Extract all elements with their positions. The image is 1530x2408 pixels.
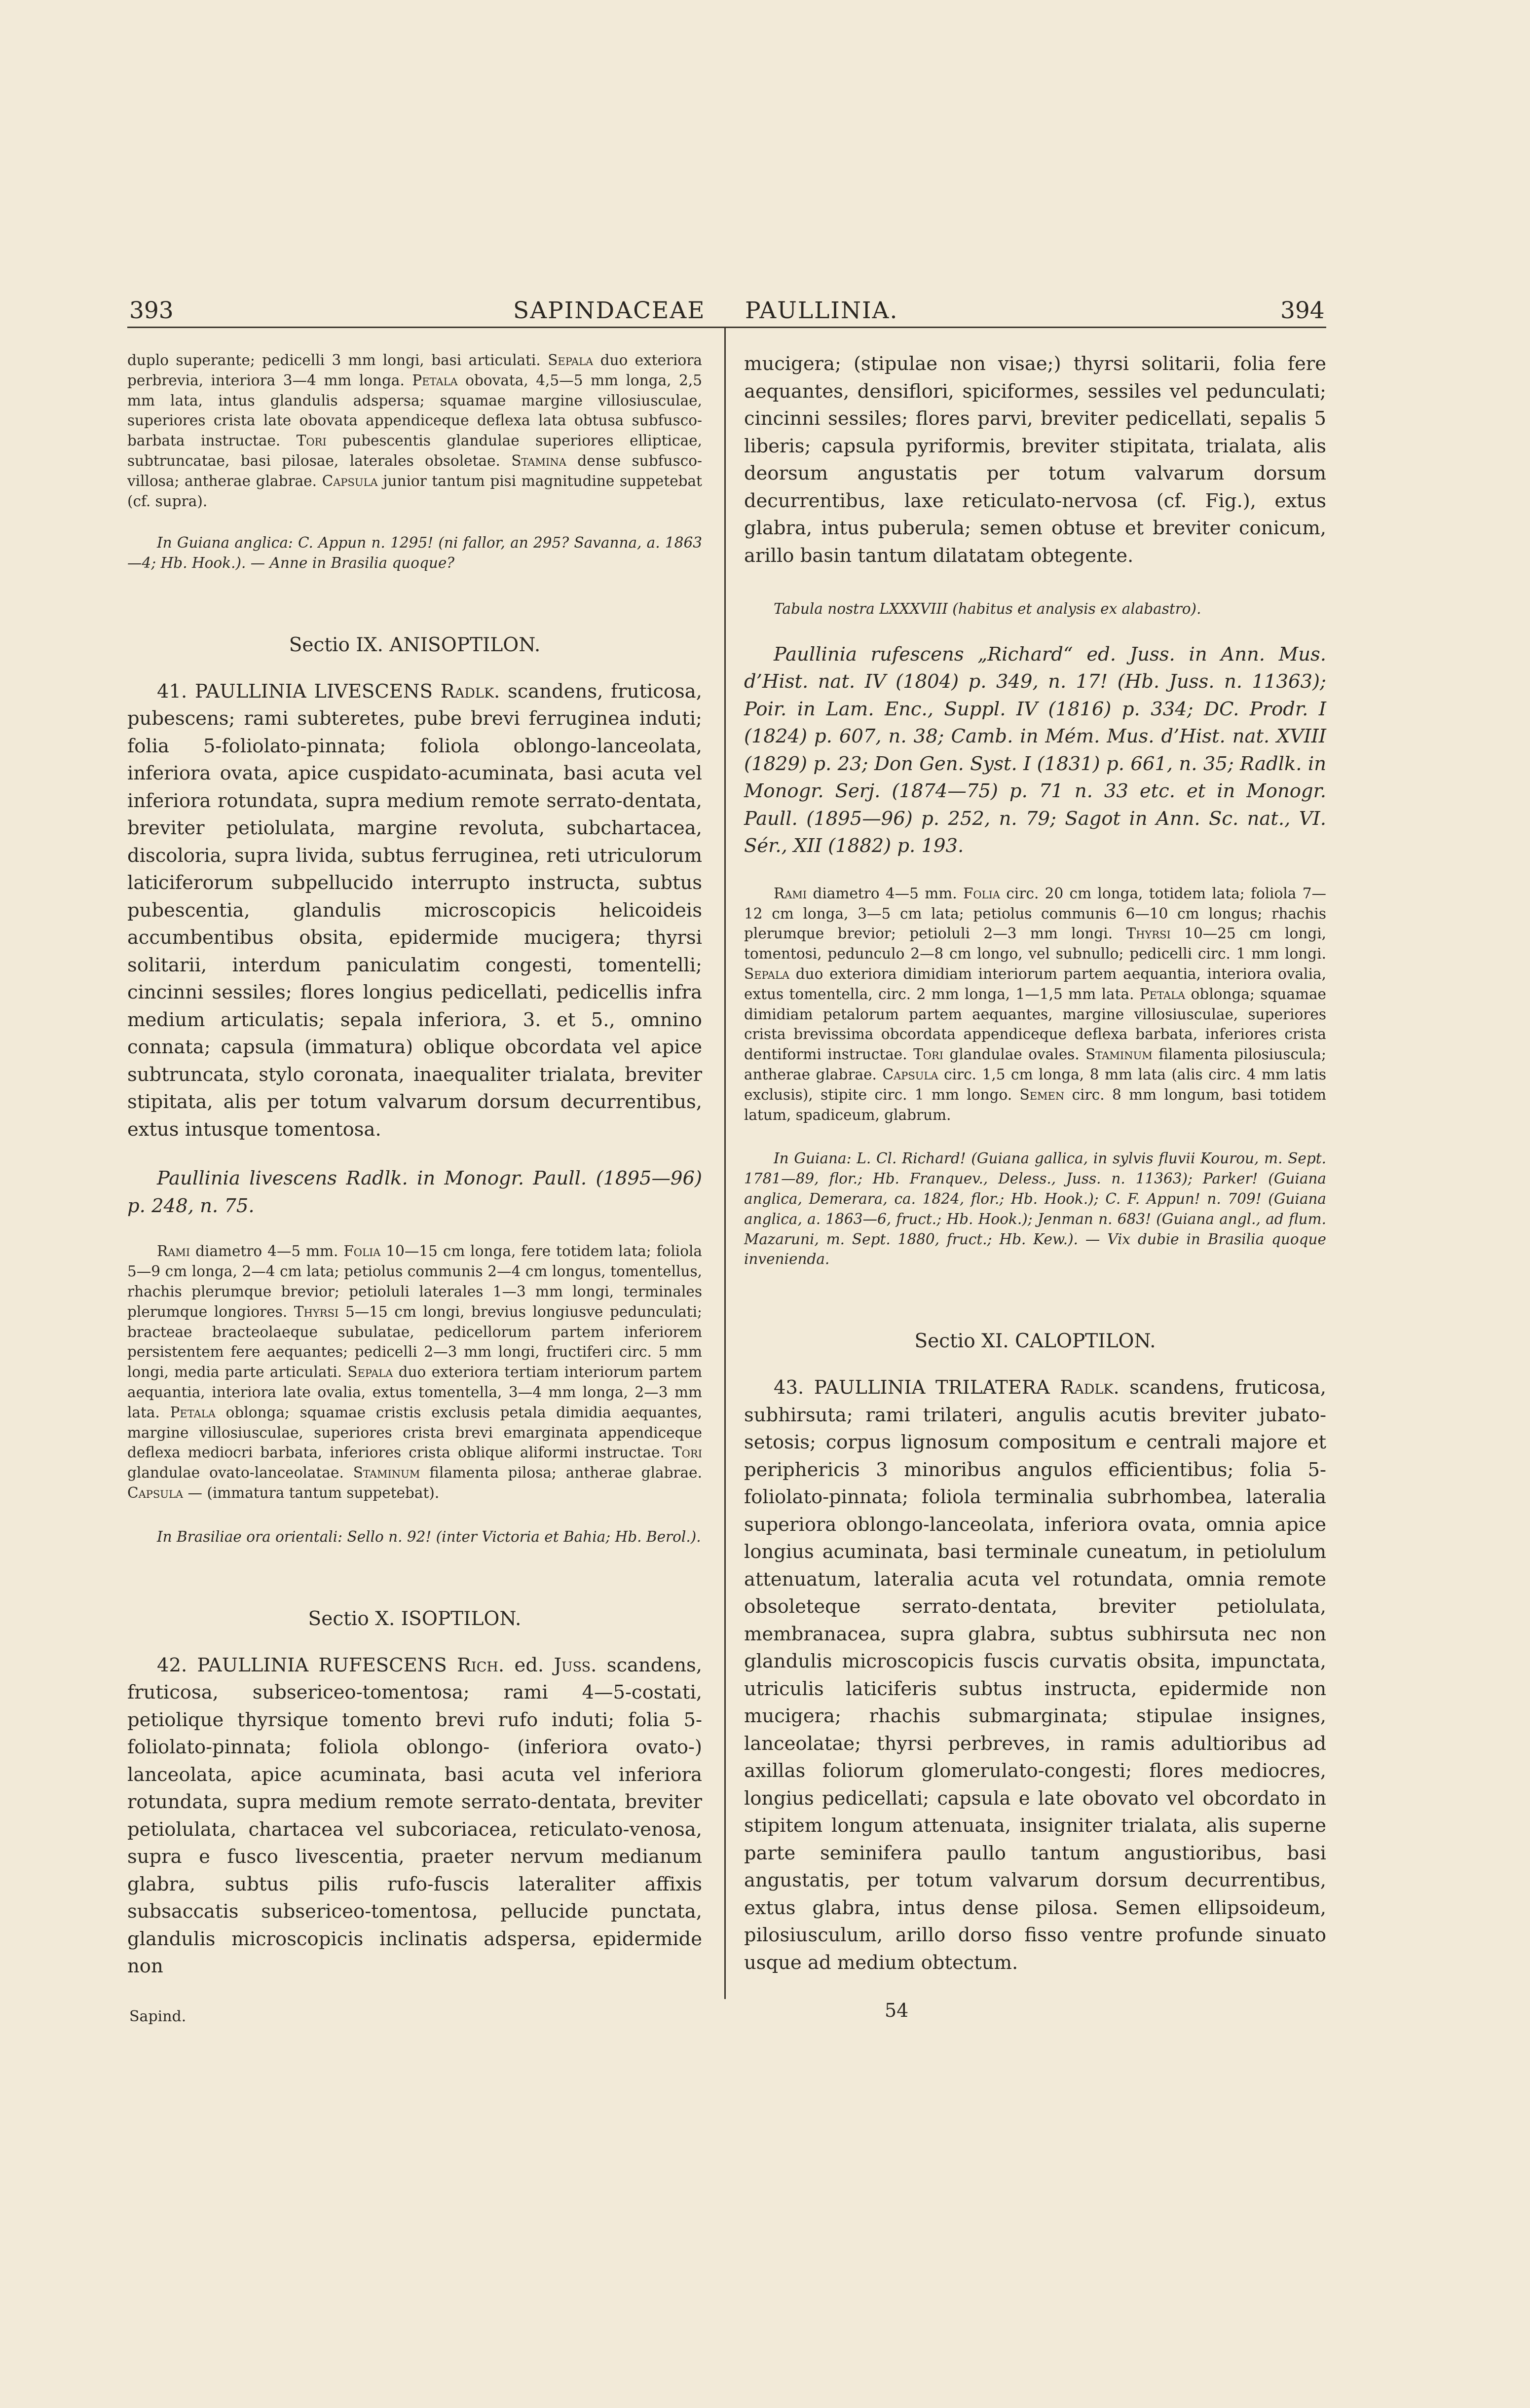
header-rule bbox=[127, 327, 1326, 328]
left-column bbox=[127, 350, 702, 1980]
species-42-synonymy: Paullinia rufescens „Richard“ ed. Juss. in Ann. Mus. d’Hist. nat. IV (1804) p. 349, n. 17! (Hb. Juss. n. 11363); Poir. in Lam. Enc., Suppl. IV (1816) p. 334; DC. Prodr. I (1824) p. 607, n. 38; Camb. in Mém. Mus. d’Hist. nat. XVIII (1829) p. 23; Don Gen. Syst. I (1831) p. 661, n. 35; Radlk. in Monogr. Serj. (1874—75) p. 71 n. 33 etc. et in Monogr. Paull. (1895—96) p. 252, n. 79; Sagot in Ann. Sc. nat., VI. Sér., XII (1882) p. 193. bbox=[744, 643, 1326, 857]
left-running-title: SAPINDACEAE bbox=[513, 297, 706, 324]
section-heading-ix: Sectio IX. ANISOPTILON. bbox=[289, 633, 541, 656]
species-41-locality: In Brasiliae ora orientali: Sello n. 92! (inter Victoria et Bahia; Hb. Berol.). bbox=[157, 1528, 701, 1545]
plate-reference: Tabula nostra LXXXVIII (habitus et analysis ex alabastro). bbox=[774, 600, 1201, 617]
species-42-locality: In Guiana: L. Cl. Richard! (Guiana gallica, in sylvis fluvii Kourou, m. Sept. 1781—89, flor.; Hb. Franquev., Deless., Juss. n. 11363); Parker! (Guiana anglica, Demerara, ca. 1824, flor.; Hb. Hook.); C. F. Appun! n. 709! (Guiana anglica, a. 1863—6, fruct.; Hb. Hook.); Jenman n. 683! (Guiana angl., ad flum. Mazaruni, m. Sept. 1880, fruct.; Hb. Kew.). — Vix dubie in Brasilia quoque invenienda. bbox=[744, 1150, 1326, 1268]
species-42-diagnosis: 42. PAULLINIA RUFESCENS Rich. ed. Juss. scandens, fruticosa, subsericeo-tomentosa; rami 4—5-costati, petiolique thyrsique tomento brevi rufo induti; folia 5-foliolato-pinnata; foliola oblongo- (inferiora ovato-) lanceolata, apice acuminata, basi acuta vel inferiora rotundata, supra medium remote serrato-dentata, breviter petiolulata, chartacea vel subcoriacea, reticulato-venosa, supra e fusco livescentia, praeter nervum medianum glabra, subtus pilis rufo-fuscis lateraliter affixis subsaccatis subsericeo-tomentosa, pellucide punctata, glandulis microscopicis inclinatis adspersa, epidermide non bbox=[127, 1654, 702, 1978]
right-page-number: 394 bbox=[1280, 297, 1325, 324]
species-41-description: Rami diametro 4—5 mm. Folia 10—15 cm longa, fere totidem lata; foliola 5—9 cm longa, 2—4 cm lata; petiolus communis 2—4 cm longus, tomentellus, rhachis plerumque brevior; petioluli laterales 1—3 mm longi, terminales plerumque longiores. Thyrsi 5—15 cm longi, brevius longiusve pedunculati; bracteae bracteolaeque subulatae, pedicellorum partem inferiorem persistentem fere aequantes; pedicelli 2—3 mm longi, fructiferi circ. 5 mm longi, media parte articulati. Sepala duo exteriora tertiam interiorum partem aequantia, interiora late ovalia, extus tomentella, 3—4 mm longa, 2—3 mm lata. Petala oblonga; squamae cristis exclusis petala dimidia aequantes, margine villosiusculae, superiores crista brevi emarginata appendiceque deflexa mediocri barbata, inferiores crista oblique aliformi instructae. Tori glandulae ovato-lanceolatae. Staminum filamenta pilosa; antherae glabrae. Capsula — (immatura tantum suppetebat). bbox=[127, 1243, 703, 1502]
locality-note: In Guiana anglica: C. Appun n. 1295! (ni fallor, an 295? Savanna, a. 1863—4; Hb. Hook.). — Anne in Brasilia quoque? bbox=[127, 534, 702, 572]
footer-sheet-number: 54 bbox=[885, 2000, 909, 2021]
species-43-diagnosis: 43. PAULLINIA TRILATERA Radlk. scandens, fruticosa, subhirsuta; rami trilateri, angulis acutis breviter jubato-setosis; corpus lignosum compositum e centrali majore et periphericis 3 minoribus angulos efficientibus; folia 5-foliolato-pinnata; foliola terminalia subrhombea, lateralia superiora oblongo-lanceolata, inferiora ovata, omnia apice longius acuminata, basi terminale cuneatum, in petiolulum attenuatum, lateralia acuta vel rotundata, omnia remote obsoleteque serrato-dentata, breviter petiolulata, membranacea, supra glabra, subtus subhirsuta nec non glandulis microscopicis fuscis curvatis obsita, impunctata, utriculis laticiferis subtus instructa, epidermide non mucigera; rhachis submarginata; stipulae insignes, lanceolatae; thyrsi perbreves, in ramis adultioribus ad axillas foliorum glomerulato-congesti; flores mediocres, longius pedicellati; capsula e late obovato vel obcordato in stipitem longum attenuata, insigniter trialata, alis superne parte seminifera paullo tantum angustioribus, basi angustatis, per totum valvarum dorsum decurrentibus, extus glabra, intus dense pilosa. Semen ellipsoideum, pilosiusculum, arillo dorso fisso ventre profunde sinuato usque ad medium obtectum. bbox=[744, 1376, 1326, 1974]
species-42-diagnosis-continued: mucigera; (stipulae non visae;) thyrsi solitarii, folia fere aequantes, densiflori, spiciformes, sessiles vel pedunculati; cincinni sessiles; flores parvi, breviter pedicellati, sepalis 5 liberis; capsula pyriformis, breviter stipitata, trialata, alis deorsum angustatis per totum valvarum dorsum decurrentibus, laxe reticulato-nervosa (cf. Fig.), extus glabra, intus puberula; semen obtuse et breviter conicum, arillo basin tantum dilatatam obtegente. bbox=[744, 353, 1326, 567]
right-running-title: PAULLINIA. bbox=[745, 297, 898, 324]
species-41-reference: Paullinia livescens Radlk. in Monogr. Paull. (1895—96) p. 248, n. 75. bbox=[127, 1167, 702, 1217]
species-42-description: Rami diametro 4—5 mm. Folia circ. 20 cm longa, totidem lata; foliola 7—12 cm longa, 3—5 cm lata; petiolus communis 6—10 cm longus; rhachis plerumque brevior; petioluli 2—3 mm longi. Thyrsi 10—25 cm longi, tomentosi, pedunculo 2—8 cm longo, vel subnullo; pedicelli circ. 1 mm longi. Sepala duo exteriora dimidiam interiorum partem aequantia, interiora ovalia, extus tomentella, circ. 2 mm longa, 1—1,5 mm lata. Petala oblonga; squamae dimidiam petalorum partem aequantes, margine villosiusculae, superiores crista brevissima obcordata appendiceque deflexa barbata, inferiores crista dentiformi instructae. Tori glandulae ovales. Staminum filamenta pilosiuscula; antherae glabrae. Capsula circ. 1,5 cm longa, 8 mm lata (alis circ. 4 mm latis exclusis), stipite circ. 1 mm longo. Semen circ. 8 mm longum, basi totidem latum, spadiceum, glabrum. bbox=[744, 885, 1327, 1123]
species-41-diagnosis: 41. PAULLINIA LIVESCENS Radlk. scandens, fruticosa, pubescens; rami subteretes, pube brevi ferruginea induti; folia 5-foliolato-pinnata; foliola oblongo-lanceolata, inferiora ovata, apice cuspidato-acuminata, basi acuta vel inferiora rotundata, supra medium remote serrato-dentata, breviter petiolulata, margine revoluta, subchartacea, discoloria, supra livida, subtus ferruginea, reti utriculorum laticiferorum subpellucido interrupto instructa, subtus pubescentia, glandulis microscopicis helicoideis accumbentibus obsita, epidermide mucigera; thyrsi solitarii, interdum paniculatim congesti, tomentelli; cincinni sessiles; flores longius pedicellati, pedicellis infra medium articulatis; sepala inferiora, 3. et 5., omnino connata; capsula (immatura) oblique obcordata vel apice subtruncata, stylo coronata, inaequaliter trialata, breviter stipitata, alis per totum valvarum dorsum decurrentibus, extus intusque tomentosa. bbox=[127, 680, 702, 1141]
section-heading-xi: Sectio XI. CALOPTILON. bbox=[914, 1330, 1156, 1353]
continued-description: duplo superante; pedicelli 3 mm longi, basi articulati. Sepala duo exteriora perbrevia, interiora 3—4 mm longa. Petala obovata, 4,5—5 mm longa, 2,5 mm lata, intus glandulis adspersa; squamae margine villosiusculae, superiores crista late obovata appendiceque deflexa lata obtusa subfusco-barbata instructae. Tori pubescentis glandulae superiores ellipticae, subtruncatae, basi pilosae, laterales obsoletae. Stamina dense subfusco-villosa; antherae glabrae. Capsula junior tantum pisi magnitudine suppetebat (cf. supra). bbox=[127, 352, 703, 510]
left-page-number: 393 bbox=[129, 297, 174, 324]
column-divider bbox=[724, 327, 726, 1999]
footer-signature-mark: Sapind. bbox=[129, 2008, 187, 2025]
section-heading-x: Sectio X. ISOPTILON. bbox=[308, 1607, 522, 1630]
right-column bbox=[744, 350, 1326, 1976]
